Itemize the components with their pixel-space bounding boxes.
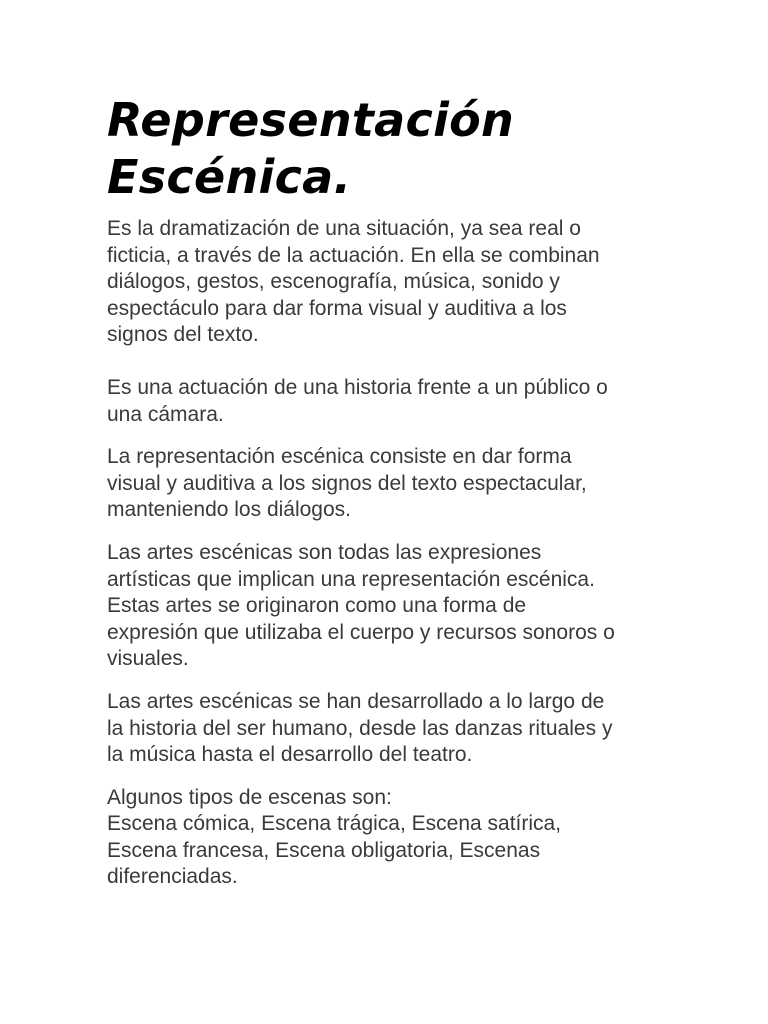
text-line: signos del texto.	[107, 323, 259, 347]
paragraph-historia	[107, 689, 667, 769]
text-line: La representación escénica consiste en dar forma	[107, 445, 572, 469]
text-line: artísticas que implican una representación escénica.	[107, 567, 595, 591]
text-line: la historia del ser humano, desde las danzas rituales y	[107, 716, 613, 740]
paragraph-actuacion	[107, 375, 667, 428]
text-line: expresión que utilizaba el cuerpo y recursos sonoros o	[107, 620, 615, 644]
paragraph-tipos-escenas	[107, 785, 667, 891]
text-line: Las artes escénicas se han desarrollado a lo largo de	[107, 689, 605, 713]
text-line: diálogos, gestos, escenografía, música, sonido y	[107, 270, 560, 294]
text-line: la música hasta el desarrollo del teatro.	[107, 743, 473, 767]
text-line: Las artes escénicas son todas las expresiones	[107, 540, 542, 564]
text-line: visual y auditiva a los signos del texto espectacular,	[107, 471, 587, 495]
paragraph-artes-escenicas	[107, 540, 667, 673]
text-line: Escena cómica, Escena trágica, Escena satírica,	[107, 812, 562, 836]
text-line: una cámara.	[107, 402, 224, 426]
text-line: Es la dramatización de una situación, ya sea real o	[107, 217, 581, 240]
page-title-line-2: Escénica.	[107, 150, 352, 204]
page-title	[107, 92, 667, 206]
text-line: Escena francesa, Escena obligatoria, Escenas	[107, 838, 541, 862]
paragraph-representacion	[107, 444, 667, 524]
page-title-line-1: Representación	[107, 93, 515, 147]
text-line: manteniendo los diálogos.	[107, 498, 352, 522]
text-line: Es una actuación de una historia frente a un público o	[107, 375, 608, 399]
text-line: diferenciadas.	[107, 865, 238, 889]
text-line: Estas artes se originaron como una forma de	[107, 594, 527, 618]
text-line: espectáculo para dar forma visual y auditiva a los	[107, 296, 567, 320]
text-line: ficticia, a través de la actuación. En ella se combinan	[107, 243, 600, 267]
text-line: Algunos tipos de escenas son:	[107, 785, 392, 809]
document-page	[107, 92, 667, 907]
paragraph-definition	[107, 216, 667, 349]
text-line: visuales.	[107, 647, 189, 671]
